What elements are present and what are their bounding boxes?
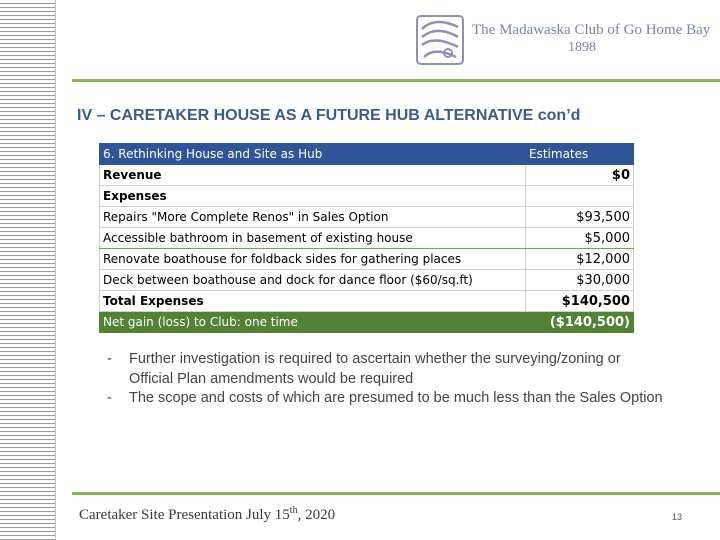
table-header-row [100,144,634,165]
slide-title: IV – CARETAKER HOUSE AS A FUTURE HUB ALTERNATIVE con’d [77,107,581,124]
table-header-label: 6. Rethinking House and Site as Hub [100,144,526,165]
row-value: $0 [526,165,634,186]
footer-text-sup: th [289,505,298,516]
footer-divider [72,492,720,495]
left-margin-stripes [0,0,56,540]
bullet-text: The scope and costs of which are presumed to be much less than the Sales Option [129,390,663,406]
estimates-table [99,143,634,333]
row-value: $140,500 [526,291,634,312]
table-header-estimates: Estimates [526,144,634,165]
bullet-dash: - [107,351,112,367]
table-row [100,186,634,207]
row-value: $30,000 [526,270,634,291]
row-label: Expenses [100,186,526,207]
list-item [107,389,667,409]
footer-text [79,505,335,524]
bullet-text: Further investigation is required to ascertain whether the surveying/zoning or Official Plan amendments would be required [129,351,621,387]
row-value: $5,000 [526,228,634,249]
row-label: Revenue [100,165,526,186]
row-value: $12,000 [526,249,634,270]
table-row [100,207,634,228]
row-value [526,186,634,207]
row-label: Repairs "More Complete Renos" in Sales Option [100,207,526,228]
club-year: 1898 [568,40,596,55]
table-row [100,228,634,249]
page-number: 13 [672,512,683,522]
footer-text-main: Caretaker Site Presentation July 15 [79,507,290,523]
table-row-net [100,312,634,333]
row-label: Deck between boathouse and dock for dance floor ($60/sq.ft) [100,270,526,291]
row-label: Total Expenses [100,291,526,312]
bullet-list [107,350,667,409]
footer-text-end: , 2020 [297,507,336,523]
table-row-total [100,291,634,312]
table-row [100,249,634,270]
row-label: Accessible bathroom in basement of existing house [100,228,526,249]
row-value: $93,500 [526,207,634,228]
club-logo-icon [416,15,464,65]
bullet-dash: - [107,390,112,406]
row-label: Renovate boathouse for foldback sides for gathering places [100,249,526,270]
net-value: ($140,500) [526,312,634,333]
net-label: Net gain (loss) to Club: one time [100,312,526,333]
table-row [100,165,634,186]
table-row [100,270,634,291]
list-item [107,350,667,389]
header-divider [72,79,720,82]
club-name: The Madawaska Club of Go Home Bay [472,22,711,38]
